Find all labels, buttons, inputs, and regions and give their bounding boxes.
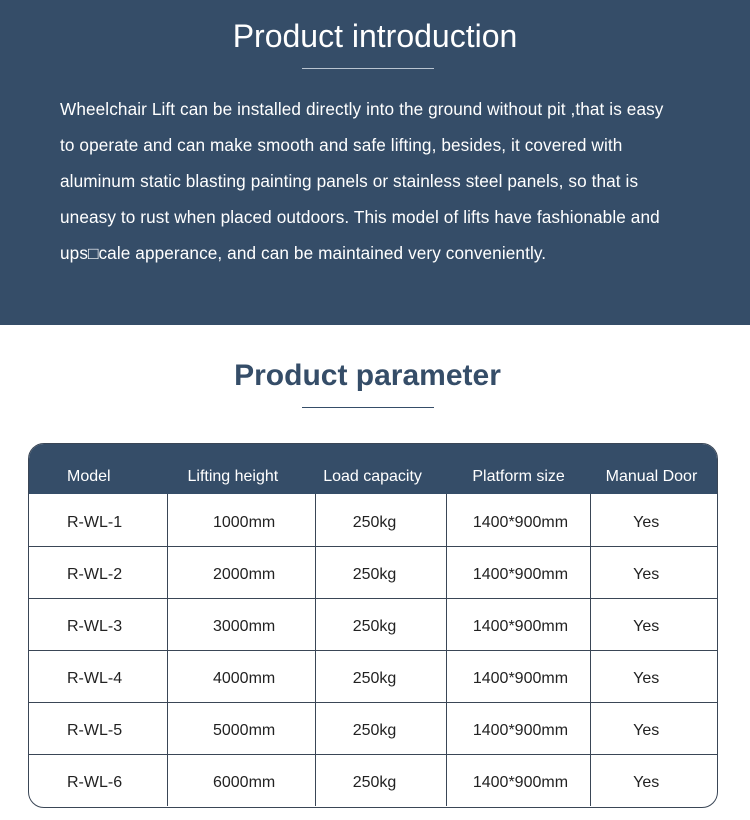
cell-load-capacity: 250kg	[315, 650, 446, 702]
cell-manual-door: Yes	[633, 774, 660, 792]
cell-model: R-WL-3	[28, 598, 167, 650]
cell-manual-door: Yes	[591, 702, 718, 754]
parameter-title: Product parameter	[234, 359, 501, 392]
cell-load-capacity: 250kg	[315, 546, 446, 598]
table-row	[28, 494, 718, 546]
table-row	[28, 546, 718, 598]
cell-lifting-height: 4000mm	[167, 650, 315, 702]
parameter-table	[28, 443, 718, 808]
intro-title-underline	[302, 68, 434, 69]
header-manual-door: Manual Door	[605, 467, 698, 485]
cell-manual-door: Yes	[591, 650, 718, 702]
cell-lifting-height: 5000mm	[167, 702, 315, 754]
header-platform-size: Platform size	[472, 467, 565, 485]
cell-lifting-height: 6000mm	[167, 754, 315, 806]
product-introduction-section	[0, 0, 750, 325]
cell-model: R-WL-2	[28, 546, 167, 598]
cell-manual-door: Yes	[591, 494, 718, 546]
cell-manual-door: Yes	[591, 546, 718, 598]
cell-platform-size: 1400*900mm	[446, 494, 590, 546]
cell-lifting-height: 3000mm	[167, 598, 315, 650]
cell-platform-size: 1400*900mm	[446, 702, 590, 754]
cell-lifting-height: 2000mm	[167, 546, 315, 598]
cell-model: R-WL-5	[28, 702, 167, 754]
header-load-capacity: Load capacity	[323, 467, 422, 485]
cell-manual-door: Yes	[591, 598, 718, 650]
cell-platform-size: 1400*900mm	[446, 598, 590, 650]
cell-load-capacity: 250kg	[315, 754, 446, 806]
table-row	[28, 598, 718, 650]
parameter-title-underline	[302, 407, 434, 408]
table-row	[28, 702, 718, 754]
cell-load-capacity: 250kg	[315, 494, 446, 546]
table-row	[28, 754, 718, 806]
cell-model: R-WL-1	[28, 494, 167, 546]
cell-load-capacity: 250kg	[315, 702, 446, 754]
header-lifting-height: Lifting height	[187, 467, 279, 485]
cell-model: R-WL-6	[28, 754, 167, 806]
table-header-row	[28, 443, 718, 494]
cell-load-capacity: 250kg	[315, 598, 446, 650]
table-row	[28, 650, 718, 702]
cell-platform-size: 1400*900mm	[446, 546, 590, 598]
intro-description: Wheelchair Lift can be installed directly into the ground without pit ,that is easy to operate and can make smooth and safe lifting, besides, it covered with aluminum static blasting painting panels or stainless steel panels, so that is uneasy to rust when placed outdoors. This model of lifts have fashionable and ups□cale apperance, and can be maintained very conveniently.	[60, 99, 664, 263]
cell-platform-size: 1400*900mm	[446, 650, 590, 702]
cell-platform-size: 1400*900mm	[446, 754, 590, 806]
intro-title: Product introduction	[232, 18, 518, 54]
cell-lifting-height: 1000mm	[167, 494, 315, 546]
header-model: Model	[67, 467, 111, 485]
cell-model: R-WL-4	[28, 650, 167, 702]
